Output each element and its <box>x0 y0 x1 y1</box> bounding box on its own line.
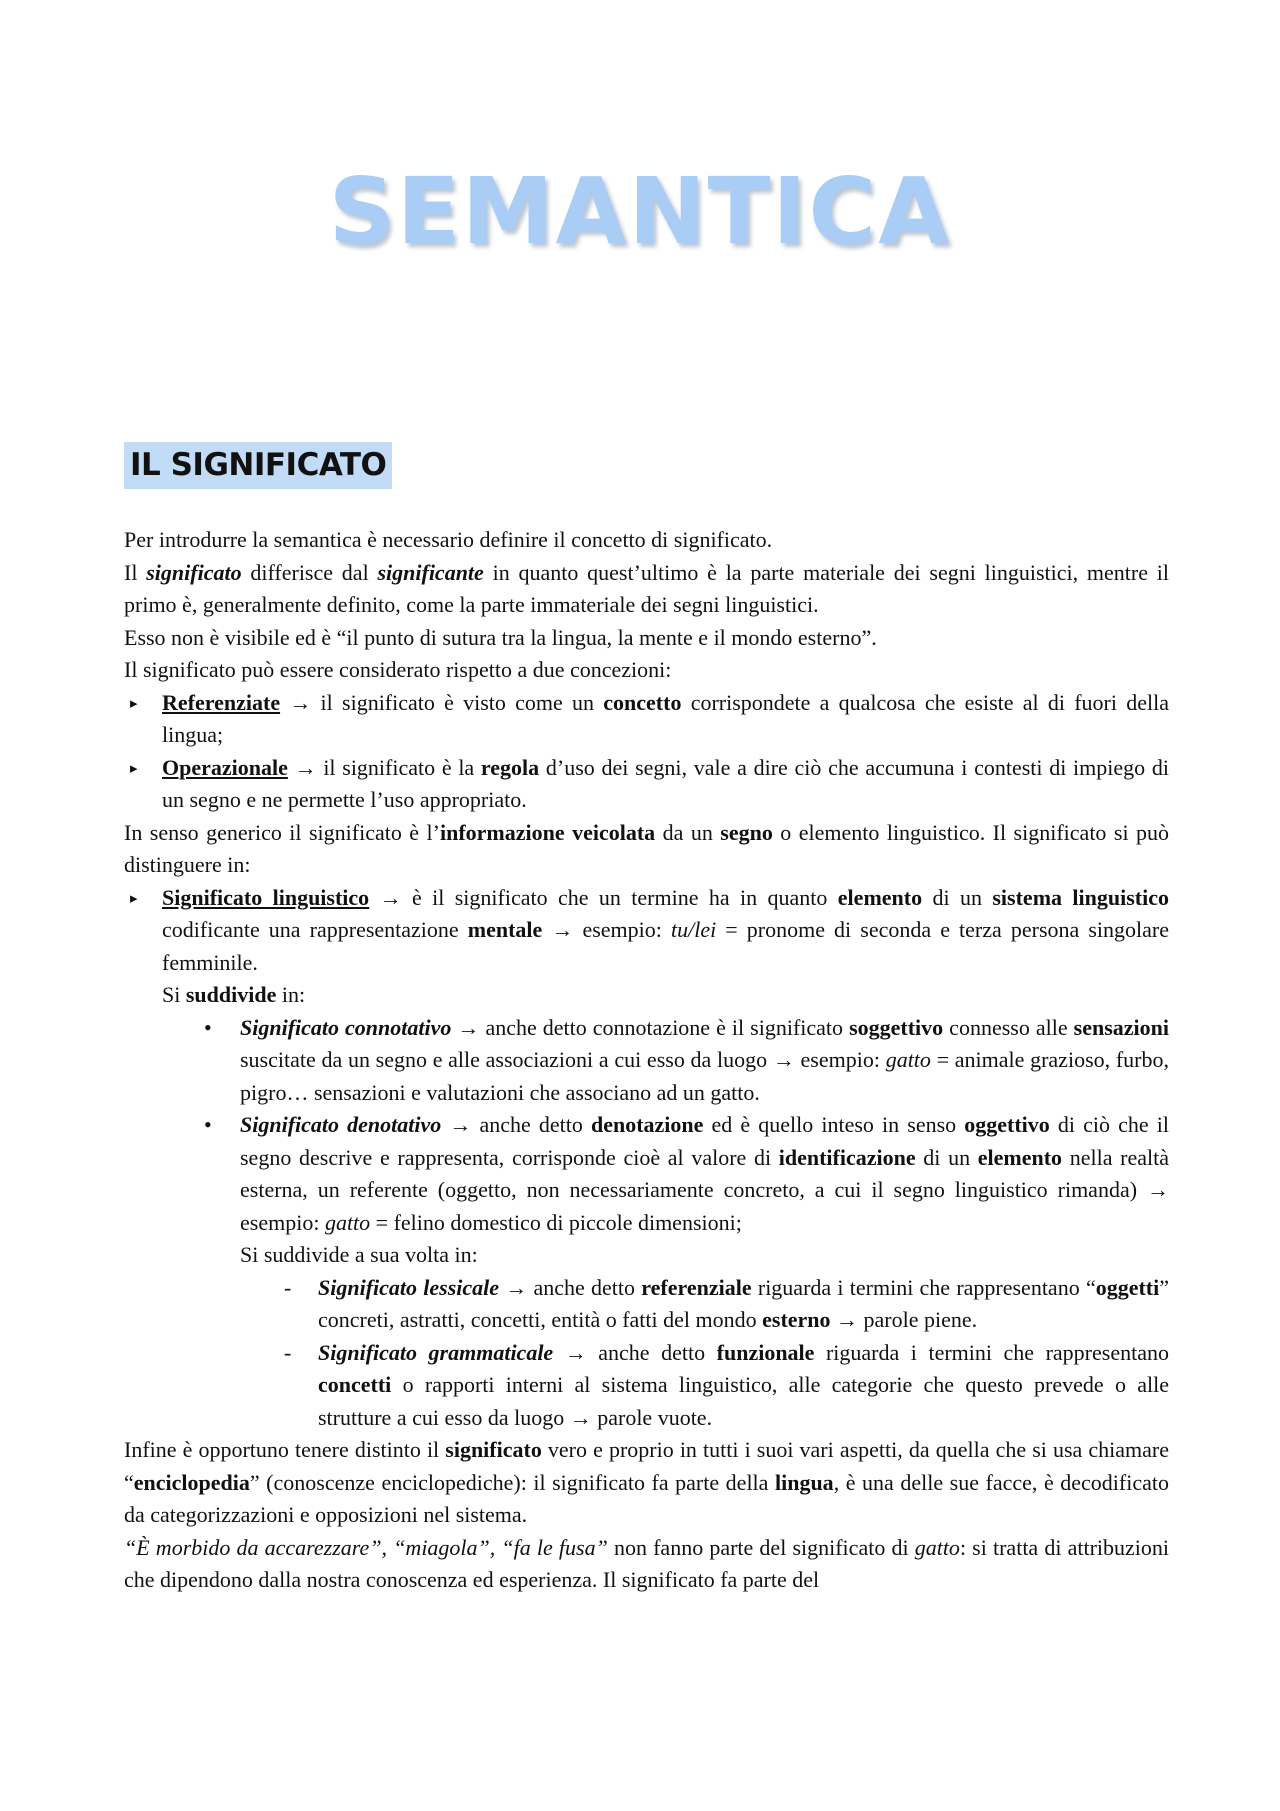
paragraph-4: Il significato può essere considerato rispetto a due concezioni: <box>124 657 672 682</box>
subdivision-note: Si suddivide a sua volta in: <box>240 1242 478 1267</box>
paragraph-6: Infine è opportuno tenere distinto il significato vero e proprio in tutti i suoi vari aspetti, da quella che si usa chiamare “enciclopedia” (conoscenze enciclopediche): il significato fa parte della lingua, è una delle sue facce, è decodificato da categorizzazioni e opposizioni nel sistema. <box>124 1437 1169 1527</box>
list-item: • Significato denotativo → anche detto denotazione ed è quello inteso in senso oggettivo di ciò che il segno descrive e rappresenta, corrisponde cioè al valore di identificazione di un elemento nella realtà esterna, un referente (oggetto, non necessariamente concreto, a cui il segno linguistico rimanda) → esempio: gatto = felino domestico di piccole dimensioni; Si suddivide a sua volta in: - Significato lessicale → anche detto referenziale riguarda i termini che rappresentano “oggetti” concreti, astratti, concetti, entità o fatti del mondo esterno → parole piene. - Significato grammaticale → anche detto funzionale riguarda i termini che rappresentano concetti o rapporti interni al sistema linguistico, alle categorie che questo prevede o alle strutture a cui esso da luogo → parole vuote. <box>202 1109 1169 1434</box>
paragraph-3: Esso non è visibile ed è “il punto di sutura tra la lingua, la mente e il mondo esterno”. <box>124 624 877 650</box>
dash-bullet-icon: - <box>284 1339 292 1365</box>
triangle-bullet-icon: ▸ <box>130 888 138 907</box>
dash-bullet-icon: - <box>284 1274 292 1300</box>
body-text <box>124 524 1169 1597</box>
triangle-bullet-icon: ▸ <box>130 758 138 777</box>
list-item: • Significato connotativo → anche detto connotazione è il significato soggettivo connesso alle sensazioni suscitate da un segno e alle associazioni a cui esso da luogo → esempio: gatto = animale grazioso, furbo, pigro… sensazioni e valutazioni che associano ad un gatto. <box>202 1012 1169 1110</box>
list-item: - Significato lessicale → anche detto referenziale riguarda i termini che rappresentano “oggetti” concreti, astratti, concetti, entità o fatti del mondo esterno → parole piene. <box>280 1272 1169 1337</box>
paragraph-1: Per introdurre la semantica è necessario definire il concetto di significato. <box>124 527 773 552</box>
denotative-subtypes-list <box>280 1272 1169 1435</box>
list-item: ▸ Significato linguistico → è il significato che un termine ha in quanto elemento di un sistema linguistico codificante una rappresentazione mentale → esempio: tu/lei = pronome di seconda e terza persona singolare femminile. Si suddivide in: • Significato connotativo → anche detto connotazione è il significato soggettivo connesso alle sensazioni suscitate da un segno e alle associazioni a cui esso da luogo → esempio: gatto = animale grazioso, furbo, pigro… sensazioni e valutazioni che associano ad un gatto. • Significato denotativo → anche detto denotazione ed è quello inteso in senso oggettivo di ciò che il segno descrive e rappresenta, corrisponde cioè al valore di identificazione di un elemento nella realtà esterna, un referente (oggetto, non necessariamente concreto, a cui il segno linguistico rimanda) → esempio: gatto = felino domestico di piccole dimensioni; Si suddivide a sua volta in: - Significato lessicale → anche detto referenziale riguarda i termini che rappresentano “oggetti” concreti, astratti, concetti, entità o fatti del mondo esterno → parole piene. - Significato grammaticale → anche detto funzionale riguarda i termini che rappresentano concetti o rapporti interni al sistema linguistico, alle categorie che questo prevede o alle strutture a cui esso da luogo → parole vuote. <box>124 882 1169 1435</box>
types-list <box>124 882 1169 1435</box>
list-item: - Significato grammaticale → anche detto funzionale riguarda i termini che rappresentano concetti o rapporti interni al sistema linguistico, alle categorie che questo prevede o alle strutture a cui esso da luogo → parole vuote. <box>280 1337 1169 1435</box>
conceptions-list <box>124 687 1169 817</box>
subdivision-note: Si suddivide in: <box>162 982 306 1007</box>
list-item: ▸ Referenziate → il significato è visto come un concetto corrispondete a qualcosa che esiste al di fuori della lingua; <box>124 687 1169 752</box>
paragraph-5: In senso generico il significato è l’informazione veicolata da un segno o elemento linguistico. Il significato si può distinguere in: <box>124 819 1170 877</box>
bullet-icon: • <box>204 1112 212 1137</box>
paragraph-2: Il significato differisce dal significante in quanto quest’ultimo è la parte materiale dei segni linguistici, mentre il primo è, generalmente definito, come la parte immateriale dei segni linguistici. <box>124 559 1169 617</box>
paragraph-7: “È morbido da accarezzare”, “miagola”, “fa le fusa” non fanno parte del significato di gatto: si tratta di attribuzioni che dipendono dalla nostra conoscenza ed esperienza. Il significato fa parte del <box>124 1534 1169 1592</box>
document-title: SEMANTICA <box>328 158 952 265</box>
triangle-bullet-icon: ▸ <box>130 693 138 712</box>
list-item: ▸ Operazionale → il significato è la regola d’uso dei segni, vale a dire ciò che accumuna i contesti di impiego di un segno e ne permette l’uso appropriato. <box>124 752 1169 817</box>
subtypes-list <box>202 1012 1169 1435</box>
section-heading: IL SIGNIFICATO <box>124 442 392 489</box>
bullet-icon: • <box>204 1014 212 1040</box>
